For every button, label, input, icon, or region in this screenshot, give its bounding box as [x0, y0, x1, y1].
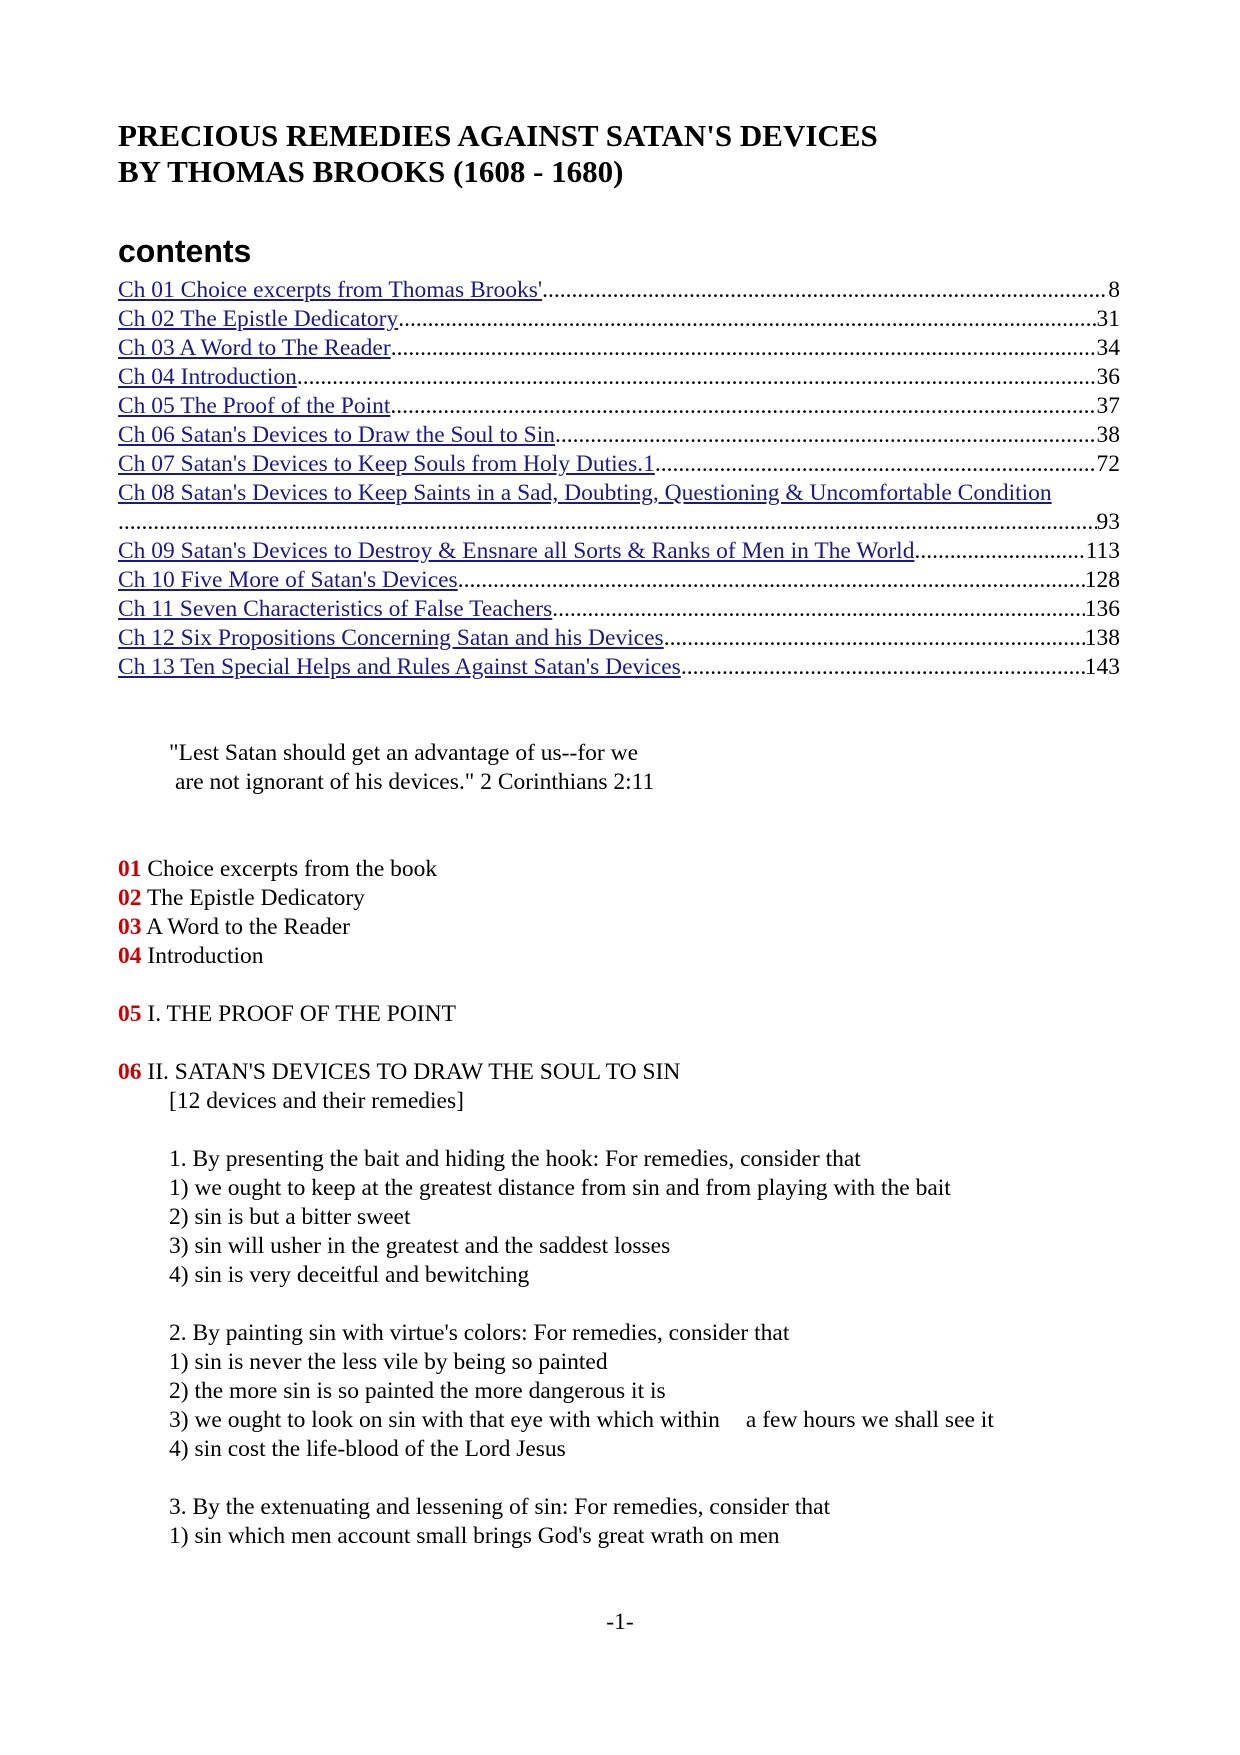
toc-leader [118, 508, 1097, 537]
outline-text: II. SATAN'S DEVICES TO DRAW THE SOUL TO SIN [147, 1059, 681, 1085]
toc-link-10[interactable]: Ch 10 Five More of Satan's Devices [118, 567, 458, 593]
toc-page-05: 37 [1096, 393, 1120, 419]
toc-link-08[interactable]: Ch 08 Satan's Devices to Keep Saints in a Sad, Doubting, Questioning & Uncomfortable Condition [118, 480, 1052, 506]
toc-page-13: 143 [1084, 654, 1120, 680]
outline-text: The Epistle Dedicatory [146, 885, 365, 911]
device-heading: 1. By presenting the bait and hiding the hook: For remedies, consider that [169, 1146, 861, 1172]
toc-leader [391, 334, 1097, 363]
toc-entry-12 [118, 624, 1120, 653]
document-title [118, 118, 1120, 190]
toc-leader [542, 276, 1108, 305]
toc-link-12[interactable]: Ch 12 Six Propositions Concerning Satan and his Devices [118, 625, 664, 651]
toc-leader [390, 392, 1096, 421]
remedy-line: 2) sin is but a bitter sweet [169, 1204, 411, 1230]
outline-item [118, 913, 1120, 942]
toc-link-11[interactable]: Ch 11 Seven Characteristics of False Teachers [118, 596, 553, 622]
remedy-line: 4) sin cost the life-blood of the Lord Jesus [169, 1436, 566, 1462]
toc-link-02[interactable]: Ch 02 The Epistle Dedicatory [118, 306, 399, 332]
toc-entry-04 [118, 363, 1120, 392]
toc-leader [555, 421, 1097, 450]
remedy-line: 3) sin will usher in the greatest and the saddest losses [169, 1233, 671, 1259]
toc-link-04[interactable]: Ch 04 Introduction [118, 364, 297, 390]
remedy-line: 1) sin which men account small brings God's great wrath on men [169, 1523, 780, 1549]
toc-page-10: 128 [1084, 567, 1120, 593]
toc-link-05[interactable]: Ch 05 The Proof of the Point [118, 393, 391, 419]
remedy-line: 1) sin is never the less vile by being so painted [169, 1349, 608, 1375]
toc-leader [914, 537, 1085, 566]
scripture-quote [169, 739, 1120, 797]
page-number-footer: -1- [606, 1609, 634, 1635]
document-page [118, 118, 1120, 1551]
toc-entry-03 [118, 334, 1120, 363]
outline-number: 03 [118, 914, 142, 940]
toc-entry-01 [118, 276, 1120, 305]
toc-link-01[interactable]: Ch 01 Choice excerpts from Thomas Brooks' [118, 277, 543, 303]
outline-item-06 [118, 1058, 1120, 1116]
outline-number: 01 [118, 856, 142, 882]
toc-leader [664, 624, 1085, 653]
toc-page-04: 36 [1096, 364, 1120, 390]
toc-page-06: 38 [1096, 422, 1120, 448]
title-line-2: BY THOMAS BROOKS (1608 - 1680) [118, 154, 624, 189]
quote-line-2: are not ignorant of his devices." 2 Corinthians 2:11 [175, 769, 655, 795]
toc-link-09[interactable]: Ch 09 Satan's Devices to Destroy & Ensnare all Sorts & Ranks of Men in The World [118, 538, 915, 564]
toc-leader [552, 595, 1084, 624]
outline-text: I. THE PROOF OF THE POINT [147, 1001, 456, 1027]
table-of-contents [118, 276, 1120, 682]
toc-entry-09 [118, 537, 1120, 566]
toc-leader [398, 305, 1096, 334]
toc-entry-05 [118, 392, 1120, 421]
outline-number: 05 [118, 1001, 142, 1027]
toc-leader [458, 566, 1085, 595]
toc-link-03[interactable]: Ch 03 A Word to The Reader [118, 335, 391, 361]
outline-text: Introduction [147, 943, 264, 969]
toc-entry-07 [118, 450, 1120, 479]
outline-number: 02 [118, 885, 142, 911]
toc-link-13[interactable]: Ch 13 Ten Special Helps and Rules Against Satan's Devices [118, 654, 681, 680]
toc-leader [297, 363, 1097, 392]
toc-leader [655, 450, 1097, 479]
outline-text: Choice excerpts from the book [147, 856, 438, 882]
toc-page-09: 113 [1085, 538, 1120, 564]
outline-number: 04 [118, 943, 142, 969]
remedy-line: 4) sin is very deceitful and bewitching [169, 1262, 530, 1288]
toc-page-07: 72 [1096, 451, 1120, 477]
remedy-line [169, 1406, 1120, 1435]
title-line-1: PRECIOUS REMEDIES AGAINST SATAN'S DEVICES [118, 118, 878, 153]
device-heading: 2. By painting sin with virtue's colors: For remedies, consider that [169, 1320, 790, 1346]
toc-link-06[interactable]: Ch 06 Satan's Devices to Draw the Soul to Sin [118, 422, 555, 448]
outline-item [118, 855, 1120, 884]
outline-item [118, 884, 1120, 913]
remedy-text-tail: a few hours we shall see it [745, 1407, 994, 1433]
outline-item-05 [118, 1000, 1120, 1029]
toc-entry-11 [118, 595, 1120, 624]
contents-heading: contents [118, 233, 252, 269]
outline-subtitle: [12 devices and their remedies] [169, 1088, 464, 1114]
device-2 [118, 1319, 1120, 1464]
toc-entry-06 [118, 421, 1120, 450]
outline-intro-items [118, 855, 1120, 971]
toc-page-01: 8 [1108, 277, 1120, 303]
remedy-text: 3) we ought to look on sin with that eye with which within [169, 1407, 720, 1433]
toc-entry-08 [118, 479, 1120, 537]
quote-line-1: "Lest Satan should get an advantage of us--for we [169, 740, 639, 766]
remedy-line: 2) the more sin is so painted the more dangerous it is [169, 1378, 666, 1404]
toc-entry-02 [118, 305, 1120, 334]
toc-entry-08-continuation [118, 508, 1120, 537]
toc-entry-10 [118, 566, 1120, 595]
toc-leader [681, 653, 1085, 682]
device-3 [118, 1493, 1120, 1551]
device-heading: 3. By the extenuating and lessening of sin: For remedies, consider that [169, 1494, 831, 1520]
toc-entry-13 [118, 653, 1120, 682]
outline-number: 06 [118, 1059, 142, 1085]
toc-page-11: 136 [1084, 596, 1120, 622]
toc-link-07[interactable]: Ch 07 Satan's Devices to Keep Souls from Holy Duties.1 [118, 451, 655, 477]
outline-item [118, 942, 1120, 971]
toc-page-12: 138 [1084, 625, 1120, 651]
device-1 [118, 1145, 1120, 1290]
toc-page-02: 31 [1096, 306, 1120, 332]
outline-text: A Word to the Reader [146, 914, 350, 940]
toc-page-03: 34 [1096, 335, 1120, 361]
remedy-line: 1) we ought to keep at the greatest distance from sin and from playing with the bait [169, 1175, 951, 1201]
toc-page-08: 93 [1096, 509, 1120, 535]
